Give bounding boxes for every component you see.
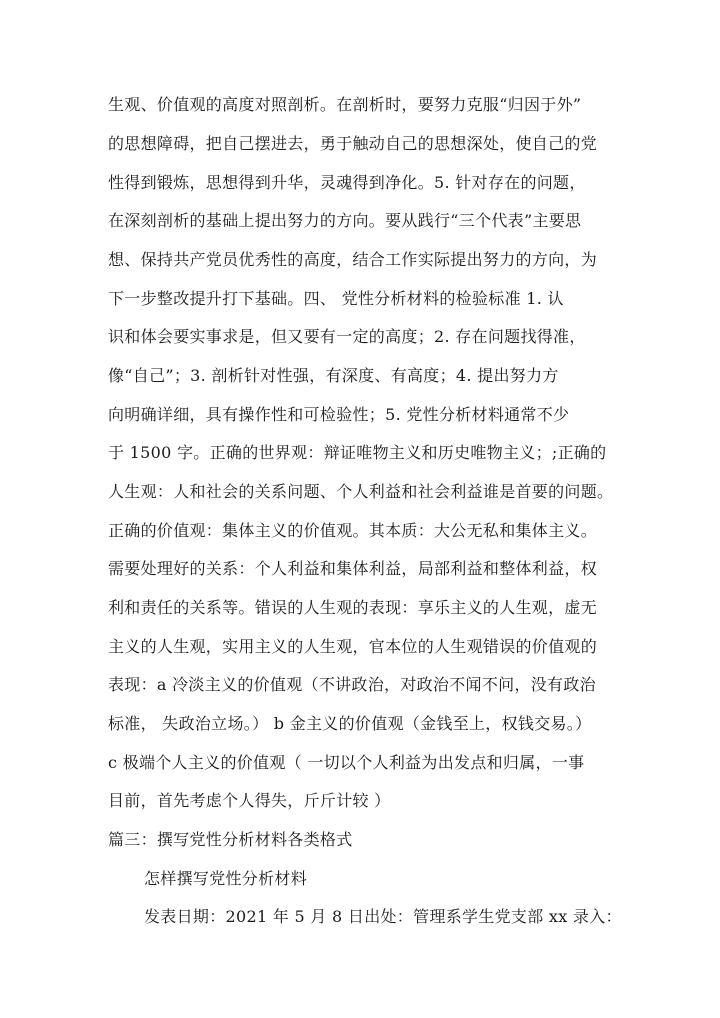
body-line: 像“自己”；3. 剖析针对性强，有深度、有高度；4. 提出努力方 xyxy=(108,366,559,385)
body-line: 于 1500 字。正确的世界观：辩证唯物主义和历史唯物主义；;正确的 xyxy=(108,443,607,462)
body-line: 下一步整改提升打下基础。四、 党性分析材料的检验标准 1. 认 xyxy=(108,289,564,308)
publish-meta: 发表日期：2021 年 5 月 8 日出处：管理系学生党支部 xx 录入： xyxy=(144,907,622,926)
body-line: 想、保持共产党员优秀性的高度，结合工作实际提出努力的方向，为 xyxy=(108,250,598,269)
body-line: 人生观：人和社会的关系问题、个人利益和社会利益谁是首要的问题。 xyxy=(108,482,614,501)
body-line: 正确的价值观：集体主义的价值观。其本质：大公无私和集体主义。 xyxy=(108,521,598,540)
body-line: 识和体会要实事求是，但又要有一定的高度；2. 存在问题找得准， xyxy=(108,327,586,346)
body-line: 主义的人生观，实用主义的人生观，官本位的人生观错误的价值观的 xyxy=(108,637,598,656)
body-line: 需要处理好的关系：个人利益和集体利益，局部利益和整体利益，权 xyxy=(108,559,598,578)
article-title: 怎样撰写党性分析材料 xyxy=(144,869,308,888)
body-line: 目前，首先考虑个人得失，斤斤计较 ） xyxy=(108,791,391,810)
body-line: 的思想障碍，把自己摆进去，勇于触动自己的思想深处，使自己的党 xyxy=(108,134,598,153)
body-line: 在深刻剖析的基础上提出努力的方向。要从践行“三个代表”主要思 xyxy=(108,211,582,230)
body-line: 向明确详细，具有操作性和可检验性；5. 党性分析材料通常不少 xyxy=(108,405,570,424)
body-line: 性得到锻炼，思想得到升华，灵魂得到净化。5. 针对存在的问题， xyxy=(108,173,586,192)
body-line: 标准， 失政治立场。） b 金主义的价值观（金钱至上，权钱交易。） xyxy=(108,714,592,733)
body-line: c 极端个人主义的价值观（ 一切以个人利益为出发点和归属，一事 xyxy=(108,753,585,772)
body-line: 利和责任的关系等。错误的人生观的表现：享乐主义的人生观，虚无 xyxy=(108,598,598,617)
body-line: 表现：a 冷淡主义的价值观（不讲政治，对政治不闻不问，没有政治 xyxy=(108,675,596,694)
body-line: 生观、价值观的高度对照剖析。在剖析时，要努力克服“归因于外” xyxy=(108,95,582,114)
section-heading: 篇三：撰写党性分析材料各类格式 xyxy=(108,830,353,849)
